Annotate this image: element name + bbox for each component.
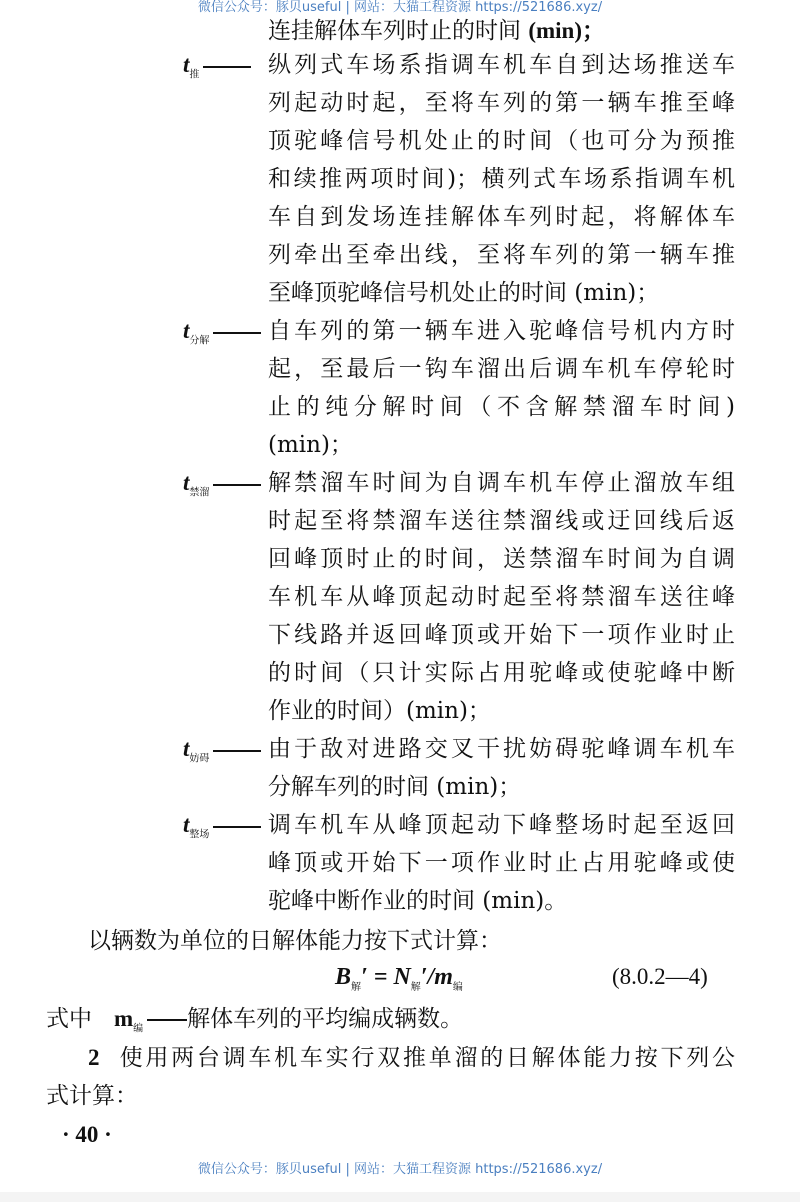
em-dash <box>213 750 261 752</box>
definition-line: 峰顶或开始下一项作业时止占用驼峰或使 <box>268 850 735 876</box>
em-dash <box>203 66 251 68</box>
definition-line: 车机车从峰顶起动时起至将禁溜车送往峰 <box>268 584 735 610</box>
item-2-line: 2 使用两台调车机车实行双推单溜的日解体能力按下列公 <box>88 1045 736 1071</box>
page-number: · 40 · <box>62 1122 112 1147</box>
em-dash <box>213 484 261 486</box>
term-symbol: $t_{妨碍}$ <box>183 734 261 764</box>
definition-line: 纵列式车场系指调车机车自到达场推送车 <box>268 52 735 78</box>
definition-line: 自车列的第一辆车进入驼峰信号机内方时 <box>268 318 735 344</box>
equation-number: (8.0.2—4) <box>612 964 708 989</box>
where-clause: 式中 $m_编$ 解体车列的平均编成辆数。 <box>46 1006 464 1035</box>
page-edge <box>0 1192 800 1202</box>
watermark-bottom: 微信公众号：豚贝useful | 网站：大猫工程资源 https://521686.xyz/ <box>197 1162 603 1177</box>
term-symbol: $t_{禁溜}$ <box>183 468 261 498</box>
definition-line: 顶驼峰信号机处止的时间（也可分为预推 <box>268 128 735 154</box>
definition-line: 止的纯分解时间（不含解禁溜车时间) <box>268 394 735 420</box>
definition-line: 回峰顶时止的时间，送禁溜车时间为自调 <box>268 546 735 572</box>
definition-line: 下线路并返回峰顶或开始下一项作业时止 <box>268 622 735 648</box>
definition-line: 列牵出至牵出线，至将车列的第一辆车推 <box>268 242 735 268</box>
paragraph: 以辆数为单位的日解体能力按下式计算： <box>88 928 502 954</box>
watermark-top: 微信公众号：豚贝useful | 网站：大猫工程资源 https://521686.xyz/ <box>197 0 603 15</box>
definition-line: 由于敌对进路交叉干扰妨碍驼峰调车机车 <box>268 736 735 762</box>
definition-line: 的时间（只计实际占用驼峰或使驼峰中断 <box>268 660 735 686</box>
definition-line: 起，至最后一钩车溜出后调车机车停轮时 <box>268 356 735 382</box>
definition-line: 时起至将禁溜车送往禁溜线或迂回线后返 <box>268 508 735 534</box>
em-dash <box>213 332 261 334</box>
item-2-line: 式计算： <box>46 1083 138 1109</box>
definition-line: 至峰顶驼峰信号机处止的时间 (min)； <box>268 280 660 306</box>
formula: $B_解' = N_解'/m_编$ <box>335 964 463 993</box>
text-line: 连挂解体车列时止的时间 (min)； <box>268 18 605 44</box>
em-dash <box>213 826 261 828</box>
definition-line: 车自到发场连挂解体车列时起，将解体车 <box>268 204 735 230</box>
definition-line: 列起动时起，至将车列的第一辆车推至峰 <box>268 90 735 116</box>
definition-line: 和续推两项时间)；横列式车场系指调车机 <box>268 166 735 192</box>
definition-line: 作业的时间）(min)； <box>268 698 491 724</box>
definition-line: 驼峰中断作业的时间 (min)。 <box>268 888 568 914</box>
definition-line: 解禁溜车时间为自调车机车停止溜放车组 <box>268 470 735 496</box>
term-symbol: $t_推$ <box>183 50 251 80</box>
definition-line: 调车机车从峰顶起动下峰整场时起至返回 <box>268 812 735 838</box>
term-symbol: $t_{分解}$ <box>183 316 261 346</box>
definition-line: (min)； <box>268 432 353 458</box>
term-symbol: $t_{整场}$ <box>183 810 261 840</box>
definition-line: 分解车列的时间 (min)； <box>268 774 522 800</box>
